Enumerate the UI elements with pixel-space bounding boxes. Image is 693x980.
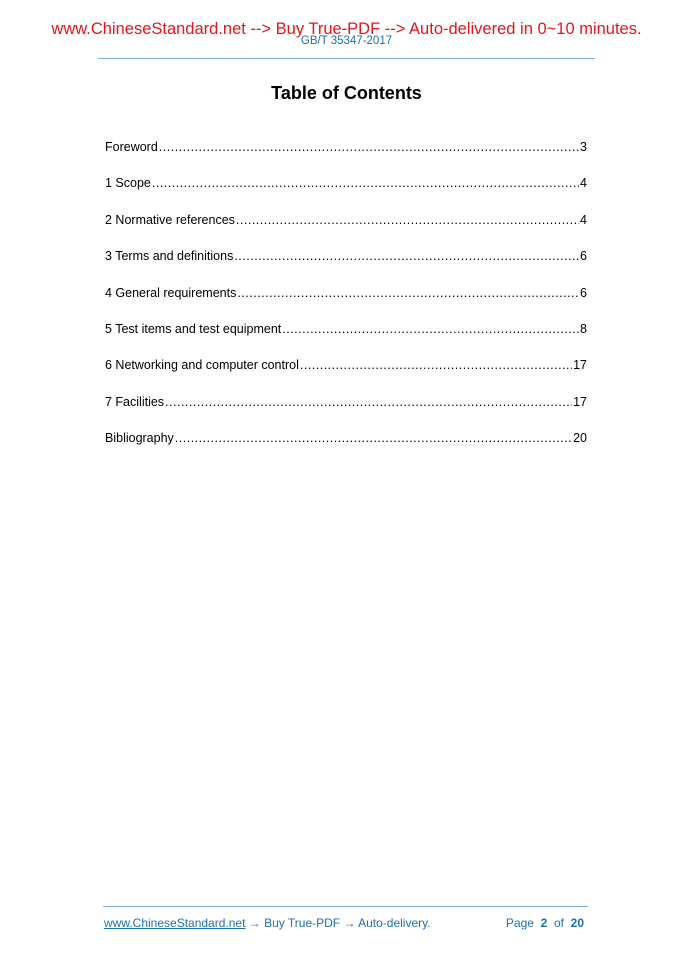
- toc-entry-label: Foreword: [105, 140, 158, 154]
- toc-entry-page: 6: [580, 285, 587, 300]
- toc-entry-page: 3: [580, 140, 587, 154]
- toc-entry-label: Bibliography: [105, 431, 174, 446]
- toc-entry-page: 17: [573, 358, 587, 373]
- document-code: GB/T 35347-2017: [300, 35, 393, 47]
- page-number: [506, 916, 584, 931]
- toc-entry-page: 17: [573, 394, 587, 409]
- footer-tagline: → Buy True-PDF → Auto-delivery.: [245, 916, 431, 930]
- toc-dot-leader: [159, 139, 579, 155]
- toc-entry-label: 7 Facilities: [105, 394, 165, 409]
- toc-entry-label: 1 Scope: [105, 176, 151, 191]
- toc-entry-label: 3 Terms and definitions: [105, 249, 234, 264]
- toc-entry-normative-references[interactable]: [105, 212, 587, 248]
- toc-entry-facilities[interactable]: [105, 394, 587, 430]
- toc-entry-networking[interactable]: [105, 357, 587, 393]
- footer-divider: [103, 906, 588, 907]
- toc-dot-leader: [165, 394, 572, 410]
- toc-dot-leader: [234, 248, 579, 264]
- toc-entry-page: 8: [580, 321, 587, 336]
- toc-entry-bibliography[interactable]: [105, 430, 587, 466]
- toc-entry-label: 6 Networking and computer control: [105, 358, 299, 373]
- toc-entry-label: 2 Normative references: [105, 212, 235, 227]
- footer-promo: [104, 916, 431, 931]
- page-current: 2: [540, 916, 548, 930]
- toc-dot-leader: [152, 175, 579, 191]
- toc-entry-page: 4: [580, 212, 587, 227]
- toc-entry-general-requirements[interactable]: [105, 285, 587, 321]
- toc-entry-test-items[interactable]: [105, 321, 587, 357]
- toc-dot-leader: [282, 321, 579, 337]
- page-word: Page: [505, 916, 534, 930]
- toc-dot-leader: [237, 285, 579, 301]
- toc-entry-scope[interactable]: [105, 175, 587, 211]
- toc-entry-label: 5 Test items and test equipment: [105, 321, 282, 336]
- toc-dot-leader: [236, 212, 579, 228]
- toc-entry-page: 20: [573, 431, 587, 446]
- header-divider: [98, 58, 595, 59]
- toc-dot-leader: [300, 357, 572, 373]
- toc-entry-foreword[interactable]: [105, 139, 587, 175]
- toc-entry-page: 4: [580, 176, 587, 191]
- toc-entry-page: 6: [580, 249, 587, 264]
- toc-entry-label: 4 General requirements: [105, 285, 237, 300]
- toc-list: [105, 139, 587, 467]
- page-total: 20: [570, 916, 584, 930]
- toc-dot-leader: [175, 430, 572, 446]
- promo-banner: www.ChineseStandard.net --> Buy True-PDF --> Auto-delivered in 0~10 minutes.: [51, 20, 642, 38]
- toc-title: Table of Contents: [271, 83, 422, 103]
- footer-site-link[interactable]: www.ChineseStandard.net: [104, 916, 246, 930]
- toc-entry-terms-and-definitions[interactable]: [105, 248, 587, 284]
- of-word: of: [553, 916, 564, 930]
